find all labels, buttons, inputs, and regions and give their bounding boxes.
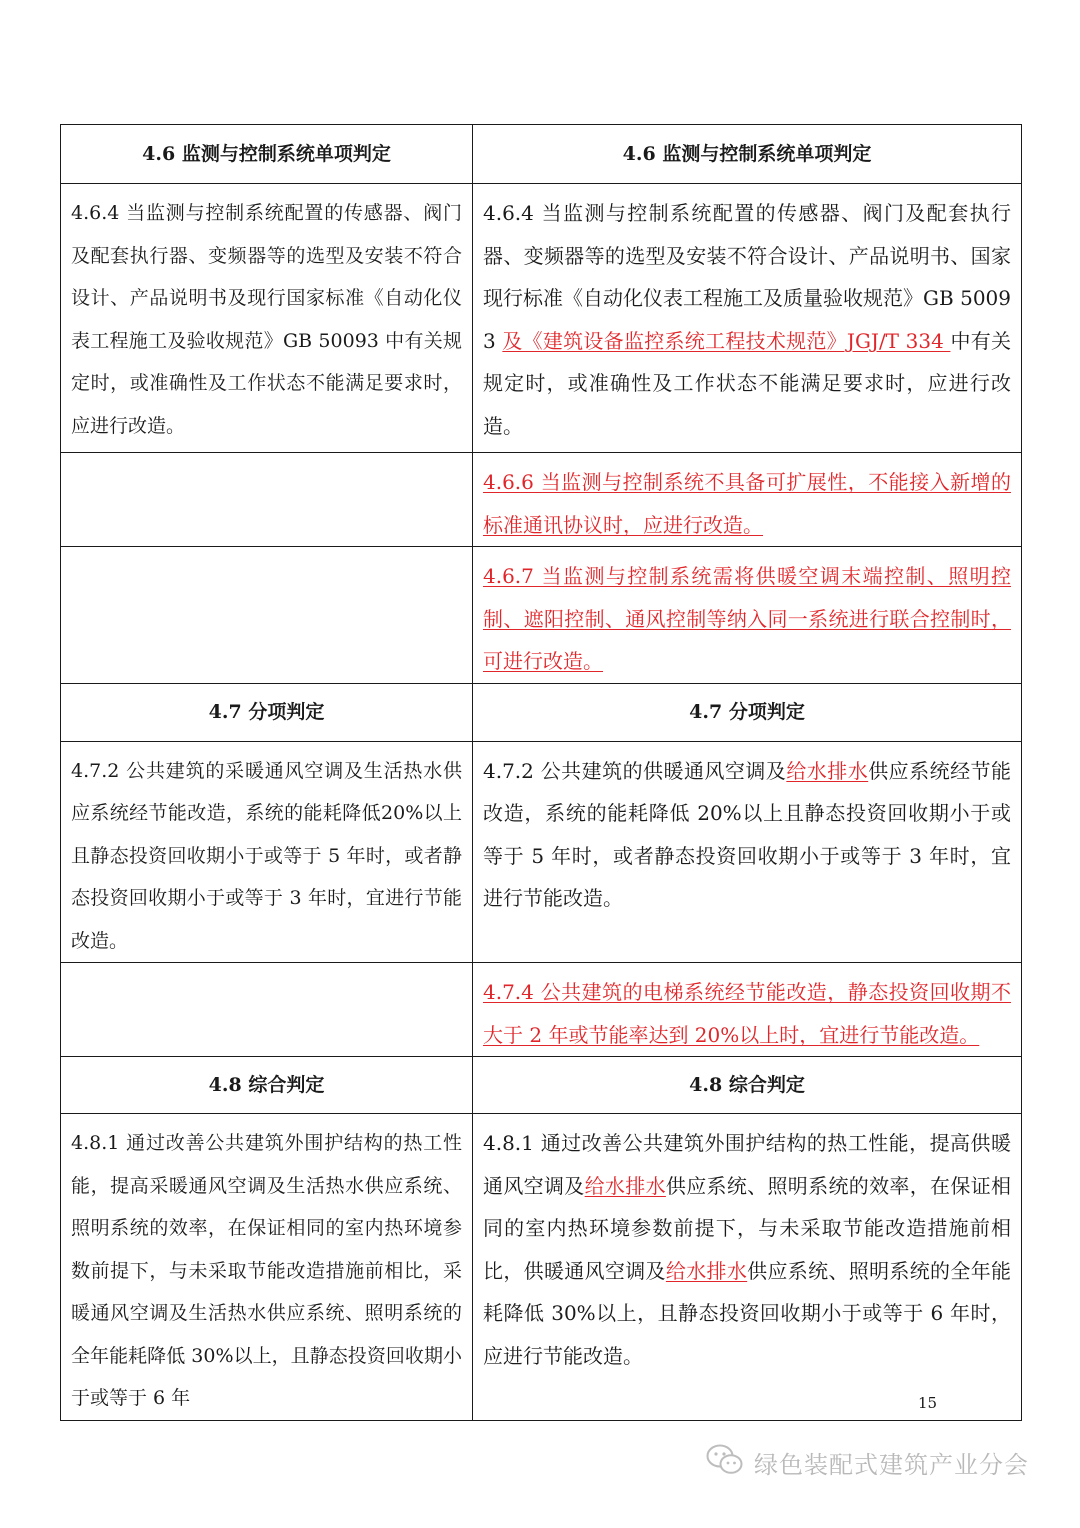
clause-4-7-2-right xyxy=(473,741,1022,963)
clause-4-6-4-right-text-b: 中有关规定时，或准确性及工作状态不能满足要求时，应进行改造。 xyxy=(483,328,1011,438)
clause-4-8-1-right-revision-1: 给水排水 xyxy=(584,1173,666,1198)
section-4-7-title-right: 4.7 分项判定 xyxy=(473,683,1022,741)
clause-4-6-7-right xyxy=(473,547,1022,684)
clause-4-6-6-right-revision: 4.6.6 当监测与控制系统不具备可扩展性，不能接入新增的标准通讯协议时，应进行改造。 xyxy=(483,470,1011,537)
clause-4-6-7-row xyxy=(61,547,1022,684)
clause-4-6-4-right xyxy=(473,184,1022,453)
clause-4-6-4-left: 4.6.4 当监测与控制系统配置的传感器、阀门及配套执行器、变频器等的选型及安装不符合设计、产品说明书及现行国家标准《自动化仪表工程施工及验收规范》GB 50093 中有关规定时，或准确性及工作状态不能满足要求时，应进行改造。 xyxy=(61,184,473,453)
clause-4-8-1-right-text-b: 供应系统、照明系统的效率，在保证相同的室内热环境参数前提下，与未采取节能改造措施前相比，供暖通风空调及 xyxy=(483,1173,1012,1283)
section-4-6-title-right: 4.6 监测与控制系统单项判定 xyxy=(473,125,1022,184)
clause-4-6-4-right-revision: 及《建筑设备监控系统工程技术规范》JGJ/T 334 xyxy=(502,328,951,353)
clause-4-8-1-right xyxy=(473,1114,1022,1421)
clause-4-8-1-right-revision-2: 给水排水 xyxy=(665,1258,748,1283)
section-4-8-title-right: 4.8 综合判定 xyxy=(473,1057,1022,1114)
watermark xyxy=(706,1440,1029,1484)
section-4-6-header-row xyxy=(61,125,1022,184)
clause-4-6-4-row xyxy=(61,184,1022,453)
clause-4-7-2-right-revision: 给水排水 xyxy=(786,758,869,783)
clause-4-7-4-row xyxy=(61,963,1022,1057)
clause-4-6-7-left-empty xyxy=(61,547,473,684)
comparison-table xyxy=(60,124,1022,1421)
clause-4-6-6-row xyxy=(61,453,1022,547)
clause-4-7-2-right-text-a: 4.7.2 公共建筑的供暖通风空调及 xyxy=(483,758,787,783)
wechat-icon xyxy=(706,1443,744,1481)
section-4-7-header-row xyxy=(61,683,1022,741)
clause-4-7-2-row xyxy=(61,741,1022,963)
section-4-8-title-left: 4.8 综合判定 xyxy=(61,1057,473,1114)
section-4-8-header-row xyxy=(61,1057,1022,1114)
clause-4-6-7-right-revision: 4.6.7 当监测与控制系统需将供暖空调末端控制、照明控制、遮阳控制、通风控制等纳入同一系统进行联合控制时，可进行改造。 xyxy=(483,564,1011,673)
clause-4-7-2-right-text-b: 供应系统经节能改造，系统的能耗降低 20%以上且静态投资回收期小于或等于 5 年时，或者静态投资回收期小于或等于 3 年时，宜进行节能改造。 xyxy=(483,758,1012,910)
clause-4-6-6-right xyxy=(473,453,1022,547)
clause-4-7-4-right xyxy=(473,963,1022,1057)
clause-4-7-2-left: 4.7.2 公共建筑的采暖通风空调及生活热水供应系统经节能改造，系统的能耗降低20%以上且静态投资回收期小于或等于 5 年时，或者静态投资回收期小于或等于 3 年时，宜进行节能改造。 xyxy=(61,741,473,963)
clause-4-8-1-right-text-c: 供应系统、照明系统的全年能耗降低 30%以上，且静态投资回收期小于或等于 6 年时，应进行节能改造。 xyxy=(483,1258,1012,1368)
watermark-text: 绿色装配式建筑产业分会 xyxy=(754,1450,1029,1479)
section-4-7-title-left: 4.7 分项判定 xyxy=(61,683,473,741)
section-4-6-title-left: 4.6 监测与控制系统单项判定 xyxy=(61,125,473,184)
clause-4-8-1-row xyxy=(61,1114,1022,1421)
clause-4-8-1-left: 4.8.1 通过改善公共建筑外围护结构的热工性能，提高采暖通风空调及生活热水供应系统、照明系统的效率，在保证相同的室内热环境参数前提下，与未采取节能改造措施前相比，采暖通风空调及生活热水供应系统、照明系统的全年能耗降低 30%以上，且静态投资回收期小于或等于 6 年 xyxy=(61,1114,473,1421)
clause-4-6-4-right-text-a: 4.6.4 当监测与控制系统配置的传感器、阀门及配套执行器、变频器等的选型及安装不符合设计、产品说明书、国家现行标准《自动化仪表工程施工及质量验收规范》GB 50093 xyxy=(483,201,1011,353)
clause-4-7-4-left-empty xyxy=(61,963,473,1057)
clause-4-6-6-left-empty xyxy=(61,453,473,547)
clause-4-7-4-right-revision: 4.7.4 公共建筑的电梯系统经节能改造，静态投资回收期不大于 2 年或节能率达到 20%以上时，宜进行节能改造。 xyxy=(483,980,1011,1047)
page-number: 15 xyxy=(918,1394,938,1412)
clause-4-8-1-right-text-a: 4.8.1 通过改善公共建筑外围护结构的热工性能，提高供暖通风空调及 xyxy=(483,1131,1011,1198)
